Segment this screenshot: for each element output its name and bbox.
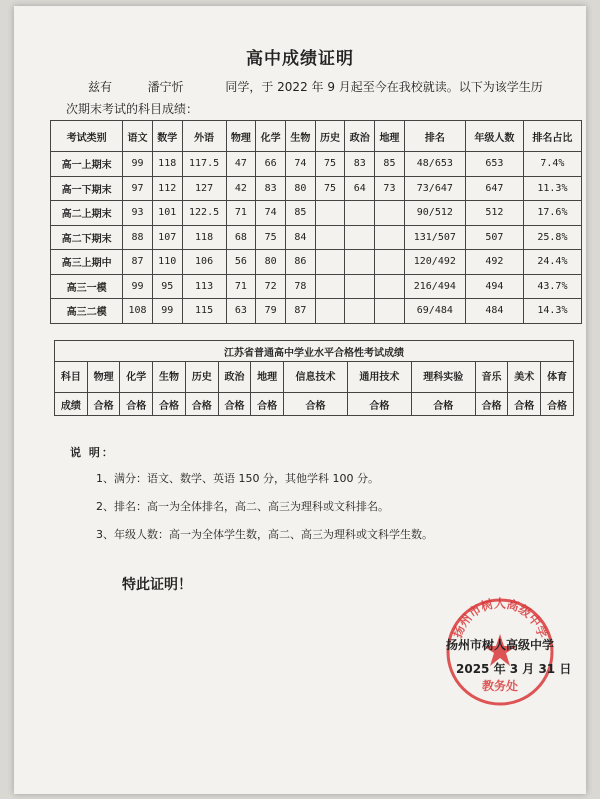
score-cell: 68 (226, 225, 256, 250)
score-cell (375, 201, 405, 226)
score-table-header: 排名占比 (523, 121, 581, 152)
level-result-cell: 合格 (347, 393, 411, 416)
score-cell: 101 (152, 201, 182, 226)
score-cell: 85 (375, 152, 405, 177)
score-cell: 85 (285, 201, 315, 226)
score-table-header: 排名 (404, 121, 465, 152)
level-result-cell: 合格 (185, 393, 218, 416)
score-cell: 56 (226, 250, 256, 275)
score-cell: 647 (465, 176, 523, 201)
level-table-header: 通用技术 (347, 362, 411, 393)
score-cell: 99 (152, 299, 182, 324)
score-cell: 95 (152, 274, 182, 299)
score-cell: 97 (123, 176, 153, 201)
svg-text:扬州市树人高级中学: 扬州市树人高级中学 (450, 596, 550, 640)
score-cell (345, 274, 375, 299)
score-cell: 80 (285, 176, 315, 201)
score-cell (375, 299, 405, 324)
score-cell: 118 (152, 152, 182, 177)
level-table-header: 化学 (120, 362, 153, 393)
score-cell: 72 (256, 274, 286, 299)
table-row (51, 299, 582, 324)
level-table-header: 信息技术 (284, 362, 348, 393)
score-cell (345, 201, 375, 226)
score-cell: 83 (256, 176, 286, 201)
intro-sentence: 同学，于 2022 年 9 月起至今在我校就读。以下为该学生历 (225, 80, 543, 94)
score-cell: 216/494 (404, 274, 465, 299)
exam-label: 高一上期末 (51, 152, 123, 177)
level-table-header: 美术 (508, 362, 541, 393)
score-cell: 512 (465, 201, 523, 226)
level-table-header: 历史 (185, 362, 218, 393)
note-item: 3、年级人数：高一为全体学生数，高二、高三为理科或文科学生数。 (96, 528, 433, 541)
score-cell (345, 225, 375, 250)
score-cell: 78 (285, 274, 315, 299)
certificate-paper (14, 6, 586, 794)
score-cell (315, 225, 345, 250)
score-cell: 87 (123, 250, 153, 275)
score-cell: 80 (256, 250, 286, 275)
score-cell: 93 (123, 201, 153, 226)
exam-label: 高三二模 (51, 299, 123, 324)
level-result-cell: 合格 (120, 393, 153, 416)
score-cell: 71 (226, 201, 256, 226)
svg-text:教务处: 教务处 (481, 679, 519, 693)
score-table-header: 外语 (182, 121, 226, 152)
score-cell: 99 (123, 152, 153, 177)
score-cell: 99 (123, 274, 153, 299)
score-cell: 75 (315, 176, 345, 201)
score-table-header: 数学 (152, 121, 182, 152)
score-cell: 90/512 (404, 201, 465, 226)
notes-heading: 说 明： (70, 446, 115, 459)
score-cell: 492 (465, 250, 523, 275)
score-cell (345, 299, 375, 324)
score-cell: 66 (256, 152, 286, 177)
exam-label: 高三上期中 (51, 250, 123, 275)
score-cell: 106 (182, 250, 226, 275)
table-row (51, 274, 582, 299)
score-table-header: 语文 (123, 121, 153, 152)
score-cell: 73 (375, 176, 405, 201)
exam-label: 高三一模 (51, 274, 123, 299)
table-row (51, 201, 582, 226)
student-name: 潘宁忻 (147, 80, 184, 94)
score-cell (375, 274, 405, 299)
score-cell: 87 (285, 299, 315, 324)
score-cell (375, 250, 405, 275)
score-cell (315, 201, 345, 226)
table-row (51, 152, 582, 177)
score-cell: 47 (226, 152, 256, 177)
score-cell: 79 (256, 299, 286, 324)
score-cell: 653 (465, 152, 523, 177)
score-cell: 42 (226, 176, 256, 201)
level-result-cell: 合格 (87, 393, 120, 416)
score-cell: 115 (182, 299, 226, 324)
score-table-header: 考试类别 (51, 121, 123, 152)
score-cell: 131/507 (404, 225, 465, 250)
level-result-cell: 合格 (218, 393, 251, 416)
score-cell: 63 (226, 299, 256, 324)
score-cell (375, 225, 405, 250)
exam-label: 高一下期末 (51, 176, 123, 201)
score-cell: 11.3% (523, 176, 581, 201)
score-cell: 69/484 (404, 299, 465, 324)
score-cell: 120/492 (404, 250, 465, 275)
note-item: 1、满分：语文、数学、英语 150 分，其他学科 100 分。 (96, 472, 379, 485)
exam-label: 高二下期末 (51, 225, 123, 250)
score-cell: 507 (465, 225, 523, 250)
score-cell: 127 (182, 176, 226, 201)
score-cell: 84 (285, 225, 315, 250)
score-cell (315, 299, 345, 324)
school-signature: 扬州市树人高级中学 (446, 638, 555, 652)
score-cell: 88 (123, 225, 153, 250)
score-cell: 74 (256, 201, 286, 226)
score-cell: 107 (152, 225, 182, 250)
level-table-caption: 江苏省普通高中学业水平合格性考试成绩 (55, 341, 574, 362)
score-table-header: 地理 (375, 121, 405, 152)
score-cell: 83 (345, 152, 375, 177)
level-result-cell: 合格 (508, 393, 541, 416)
note-item: 2、排名：高一为全体排名，高二、高三为理科或文科排名。 (96, 500, 389, 513)
intro-line (88, 78, 543, 95)
level-row-label: 成绩 (55, 393, 88, 416)
score-table-header: 物理 (226, 121, 256, 152)
score-cell: 113 (182, 274, 226, 299)
table-row (51, 250, 582, 275)
score-cell: 110 (152, 250, 182, 275)
score-cell: 75 (256, 225, 286, 250)
level-result-cell: 合格 (541, 393, 574, 416)
score-table-header: 生物 (285, 121, 315, 152)
level-table-header: 科目 (55, 362, 88, 393)
score-cell (315, 250, 345, 275)
score-table-header: 化学 (256, 121, 286, 152)
score-cell: 117.5 (182, 152, 226, 177)
level-table-header: 政治 (218, 362, 251, 393)
score-cell: 25.8% (523, 225, 581, 250)
score-cell: 48/653 (404, 152, 465, 177)
score-cell: 118 (182, 225, 226, 250)
level-table-header: 体育 (541, 362, 574, 393)
table-row (51, 176, 582, 201)
level-table-header: 物理 (87, 362, 120, 393)
score-cell: 86 (285, 250, 315, 275)
score-cell: 14.3% (523, 299, 581, 324)
score-cell: 122.5 (182, 201, 226, 226)
signature-date: 2025 年 3 月 31 日 (456, 662, 572, 676)
level-result-cell: 合格 (251, 393, 284, 416)
level-table-header: 生物 (153, 362, 186, 393)
score-cell: 112 (152, 176, 182, 201)
score-cell: 17.6% (523, 201, 581, 226)
score-cell: 64 (345, 176, 375, 201)
level-exam-table (54, 340, 574, 416)
score-cell: 494 (465, 274, 523, 299)
score-cell: 43.7% (523, 274, 581, 299)
level-table-header: 地理 (251, 362, 284, 393)
score-table-header: 历史 (315, 121, 345, 152)
score-cell: 7.4% (523, 152, 581, 177)
intro-prefix: 兹有 (88, 80, 113, 94)
score-cell: 74 (285, 152, 315, 177)
exam-label: 高二上期末 (51, 201, 123, 226)
score-table-header: 政治 (345, 121, 375, 152)
intro-line-2: 次期末考试的科目成绩： (66, 102, 199, 116)
score-cell: 75 (315, 152, 345, 177)
score-cell: 24.4% (523, 250, 581, 275)
score-table-header: 年级人数 (465, 121, 523, 152)
score-cell: 71 (226, 274, 256, 299)
table-row (51, 225, 582, 250)
score-cell: 108 (123, 299, 153, 324)
notes-section (70, 444, 433, 554)
certify-text: 特此证明！ (122, 577, 192, 593)
level-result-cell: 合格 (411, 393, 475, 416)
page-title: 高中成绩证明 (246, 49, 354, 69)
level-table-header: 音乐 (475, 362, 508, 393)
score-cell: 484 (465, 299, 523, 324)
score-table (50, 120, 582, 324)
level-table-header: 理科实验 (411, 362, 475, 393)
level-result-cell: 合格 (284, 393, 348, 416)
level-result-cell: 合格 (153, 393, 186, 416)
level-result-cell: 合格 (475, 393, 508, 416)
score-cell (315, 274, 345, 299)
score-cell: 73/647 (404, 176, 465, 201)
score-cell (345, 250, 375, 275)
